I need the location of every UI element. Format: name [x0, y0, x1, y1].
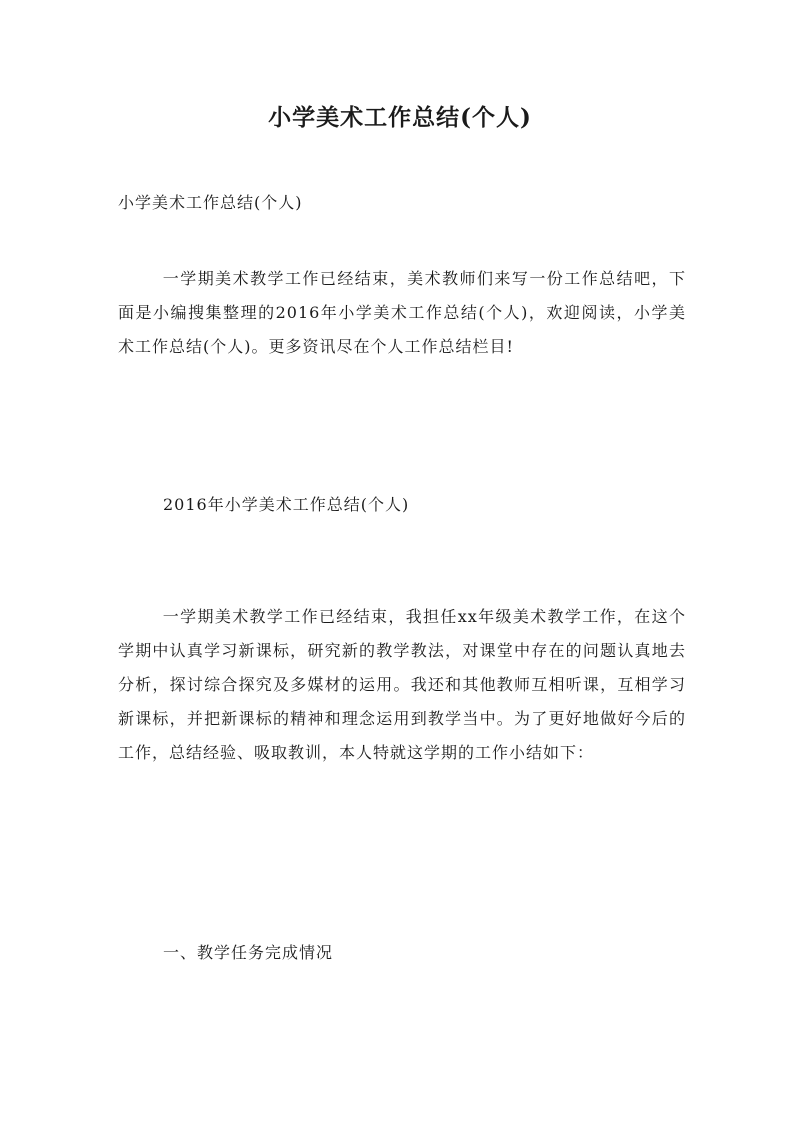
intro-paragraph: 一学期美术教学工作已经结束，美术教师们来写一份工作总结吧，下面是小编搜集整理的2016年小学美术工作总结(个人)，欢迎阅读，小学美术工作总结(个人)。更多资讯尽在个人工作总结栏目!	[118, 269, 686, 356]
heading-one: 一、教学任务完成情况	[163, 943, 334, 962]
document-subtitle: 小学美术工作总结(个人)	[118, 193, 303, 212]
section-title: 2016年小学美术工作总结(个人)	[163, 495, 410, 514]
body-paragraph: 一学期美术教学工作已经结束，我担任xx年级美术教学工作，在这个学期中认真学习新课标，研究新的教学教法，对课堂中存在的问题认真地去分析，探讨综合探究及多媒材的运用。我还和其他教师互相听课，互相学习新课标，并把新课标的精神和理念运用到教学当中。为了更好地做好今后的工作，总结经验、吸取教训，本人特就这学期的工作小结如下：	[118, 607, 686, 762]
document-title: 小学美术工作总结(个人)	[268, 104, 532, 131]
